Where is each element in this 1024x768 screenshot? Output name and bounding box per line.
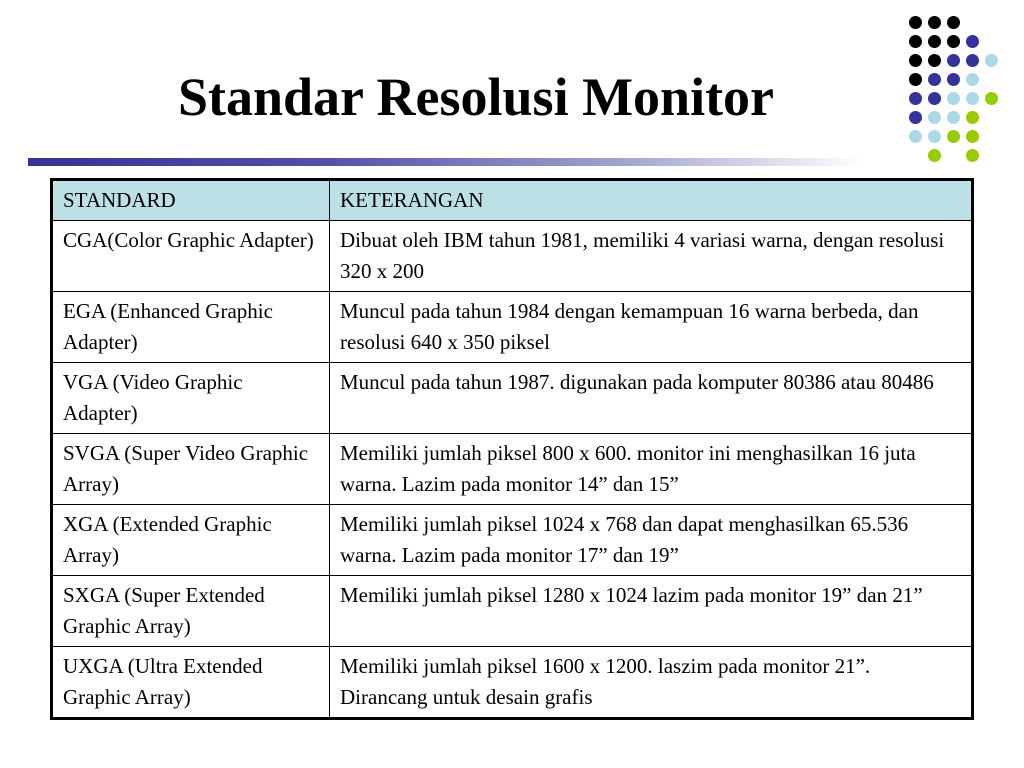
decorative-dot [966, 92, 979, 105]
decorative-dot [928, 149, 941, 162]
decorative-dot [928, 73, 941, 86]
description-cell: Memiliki jumlah piksel 1280 x 1024 lazim pada monitor 19” dan 21” [330, 576, 973, 647]
decorative-dot [947, 73, 960, 86]
standard-cell: EGA (Enhanced Graphic Adapter) [52, 292, 330, 363]
decorative-dot [909, 111, 922, 124]
decorative-dot [947, 35, 960, 48]
decorative-dot [928, 16, 941, 29]
slide-title: Standar Resolusi Monitor [177, 67, 775, 127]
description-cell: Muncul pada tahun 1984 dengan kemampuan 16 warna berbeda, dan resolusi 640 x 350 piksel [330, 292, 973, 363]
decorative-dot [909, 130, 922, 143]
decorative-dot [928, 92, 941, 105]
table-row [52, 292, 973, 363]
header-keterangan: KETERANGAN [330, 180, 973, 221]
decorative-dot [966, 35, 979, 48]
standard-cell: VGA (Video Graphic Adapter) [52, 363, 330, 434]
table-row [52, 647, 973, 719]
decorative-dot [966, 54, 979, 67]
standard-cell: CGA(Color Graphic Adapter) [52, 221, 330, 292]
decorative-dot [909, 16, 922, 29]
standard-cell: SXGA (Super Extended Graphic Array) [52, 576, 330, 647]
decorative-dot [909, 54, 922, 67]
decorative-dot [947, 16, 960, 29]
decorative-dot [985, 54, 998, 67]
table-header-row [52, 180, 973, 221]
decorative-dot [909, 92, 922, 105]
decorative-dot [947, 92, 960, 105]
description-cell: Muncul pada tahun 1987. digunakan pada komputer 80386 atau 80486 [330, 363, 973, 434]
table-row [52, 221, 973, 292]
decorative-dot [966, 149, 979, 162]
table-row [52, 363, 973, 434]
decorative-dot [909, 35, 922, 48]
decorative-dot [966, 73, 979, 86]
decorative-dot-grid [909, 16, 1009, 166]
table-row [52, 576, 973, 647]
decorative-dot [909, 73, 922, 86]
decorative-dot [928, 111, 941, 124]
description-cell: Memiliki jumlah piksel 1024 x 768 dan dapat menghasilkan 65.536 warna. Lazim pada monitor 17” dan 19” [330, 505, 973, 576]
decorative-dot [947, 111, 960, 124]
table-row [52, 505, 973, 576]
decorative-dot [947, 54, 960, 67]
decorative-dot [985, 92, 998, 105]
standard-cell: XGA (Extended Graphic Array) [52, 505, 330, 576]
table-row [52, 434, 973, 505]
title-divider-line [28, 158, 864, 166]
resolution-standards-table [50, 178, 974, 720]
decorative-dot [947, 130, 960, 143]
header-standard: STANDARD [52, 180, 330, 221]
description-cell: Dibuat oleh IBM tahun 1981, memiliki 4 variasi warna, dengan resolusi 320 x 200 [330, 221, 973, 292]
standard-cell: UXGA (Ultra Extended Graphic Array) [52, 647, 330, 719]
decorative-dot [966, 111, 979, 124]
decorative-dot [928, 130, 941, 143]
decorative-dot [966, 130, 979, 143]
description-cell: Memiliki jumlah piksel 1600 x 1200. laszim pada monitor 21”. Dirancang untuk desain grafis [330, 647, 973, 719]
standard-cell: SVGA (Super Video Graphic Array) [52, 434, 330, 505]
decorative-dot [928, 35, 941, 48]
description-cell: Memiliki jumlah piksel 800 x 600. monitor ini menghasilkan 16 juta warna. Lazim pada monitor 14” dan 15” [330, 434, 973, 505]
decorative-dot [928, 54, 941, 67]
